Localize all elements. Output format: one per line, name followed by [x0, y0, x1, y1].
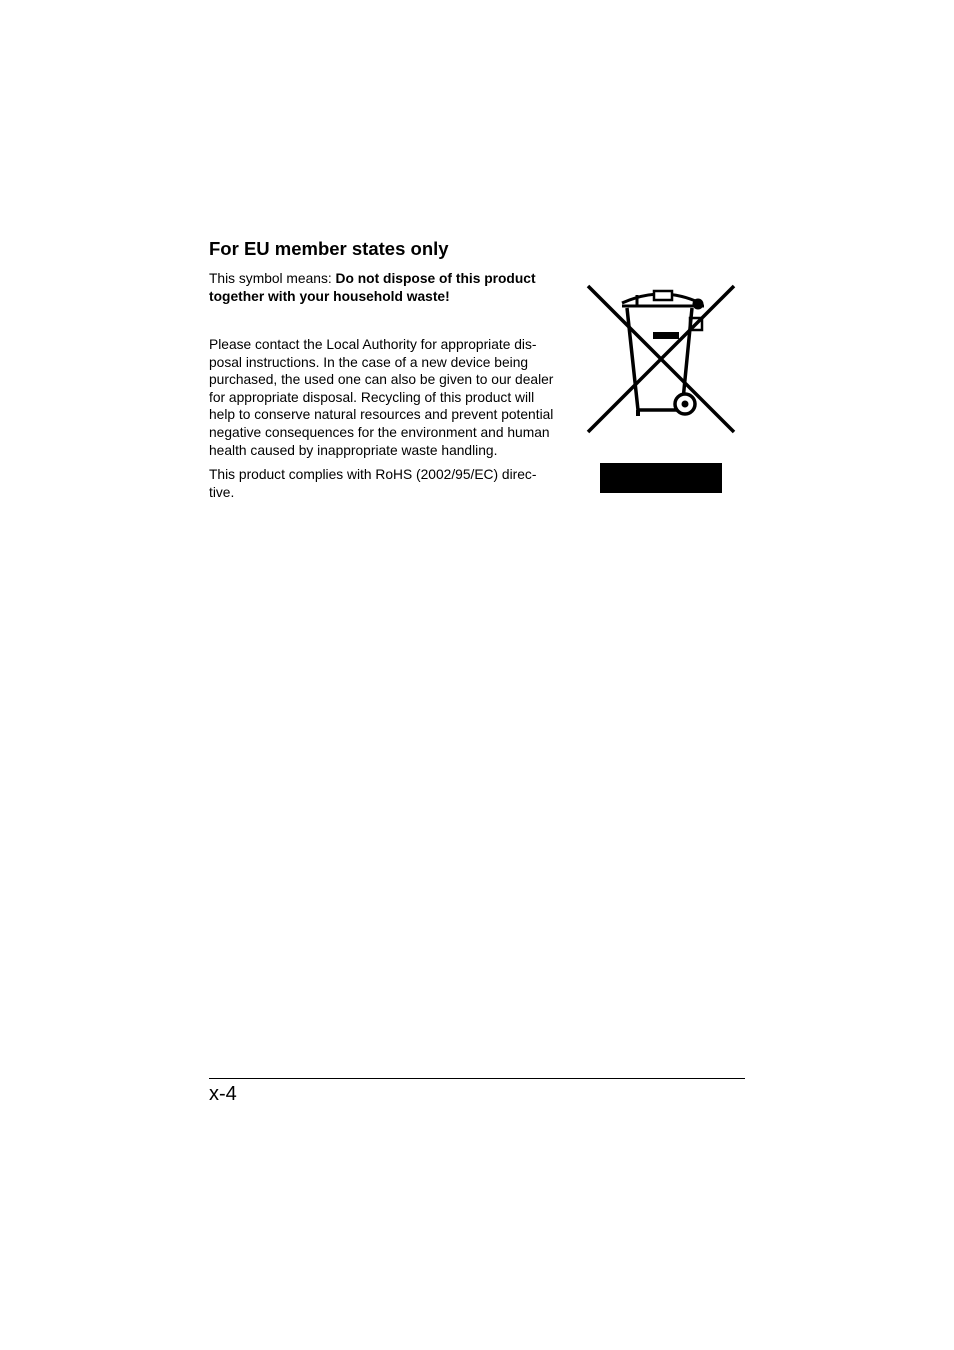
solid-black-bar — [600, 463, 722, 493]
disposal-line: posal instructions. In the case of a new device being — [209, 354, 529, 370]
rohs-compliance-paragraph — [209, 466, 569, 501]
disposal-line: help to conserve natural resources and prevent potential — [209, 407, 554, 423]
page-number: x-4 — [209, 1083, 237, 1105]
section-heading: For EU member states only — [209, 238, 449, 259]
symbol-meaning-paragraph — [209, 270, 569, 305]
rohs-line: This product complies with RoHS (2002/95/EC) direc- — [209, 467, 537, 482]
crossed-out-wheelie-bin-icon — [582, 280, 742, 440]
disposal-instructions-paragraph — [209, 336, 569, 459]
disposal-line: Please contact the Local Authority for appropriate dis- — [209, 337, 537, 352]
symbol-meaning-warning: Do not dispose of this product — [335, 271, 536, 286]
symbol-meaning-line-1 — [209, 270, 569, 288]
disposal-line: negative consequences for the environment and human — [209, 424, 550, 440]
disposal-line: purchased, the used one can also be given to our dealer — [209, 372, 554, 388]
disposal-line: health caused by inappropriate waste handling. — [209, 442, 498, 458]
footer-divider — [209, 1078, 745, 1079]
rohs-line: tive. — [209, 484, 235, 500]
symbol-meaning-lead: This symbol means: — [209, 271, 336, 286]
symbol-meaning-warning-cont: together with your household waste! — [209, 288, 450, 304]
disposal-line: for appropriate disposal. Recycling of this product will — [209, 389, 535, 405]
